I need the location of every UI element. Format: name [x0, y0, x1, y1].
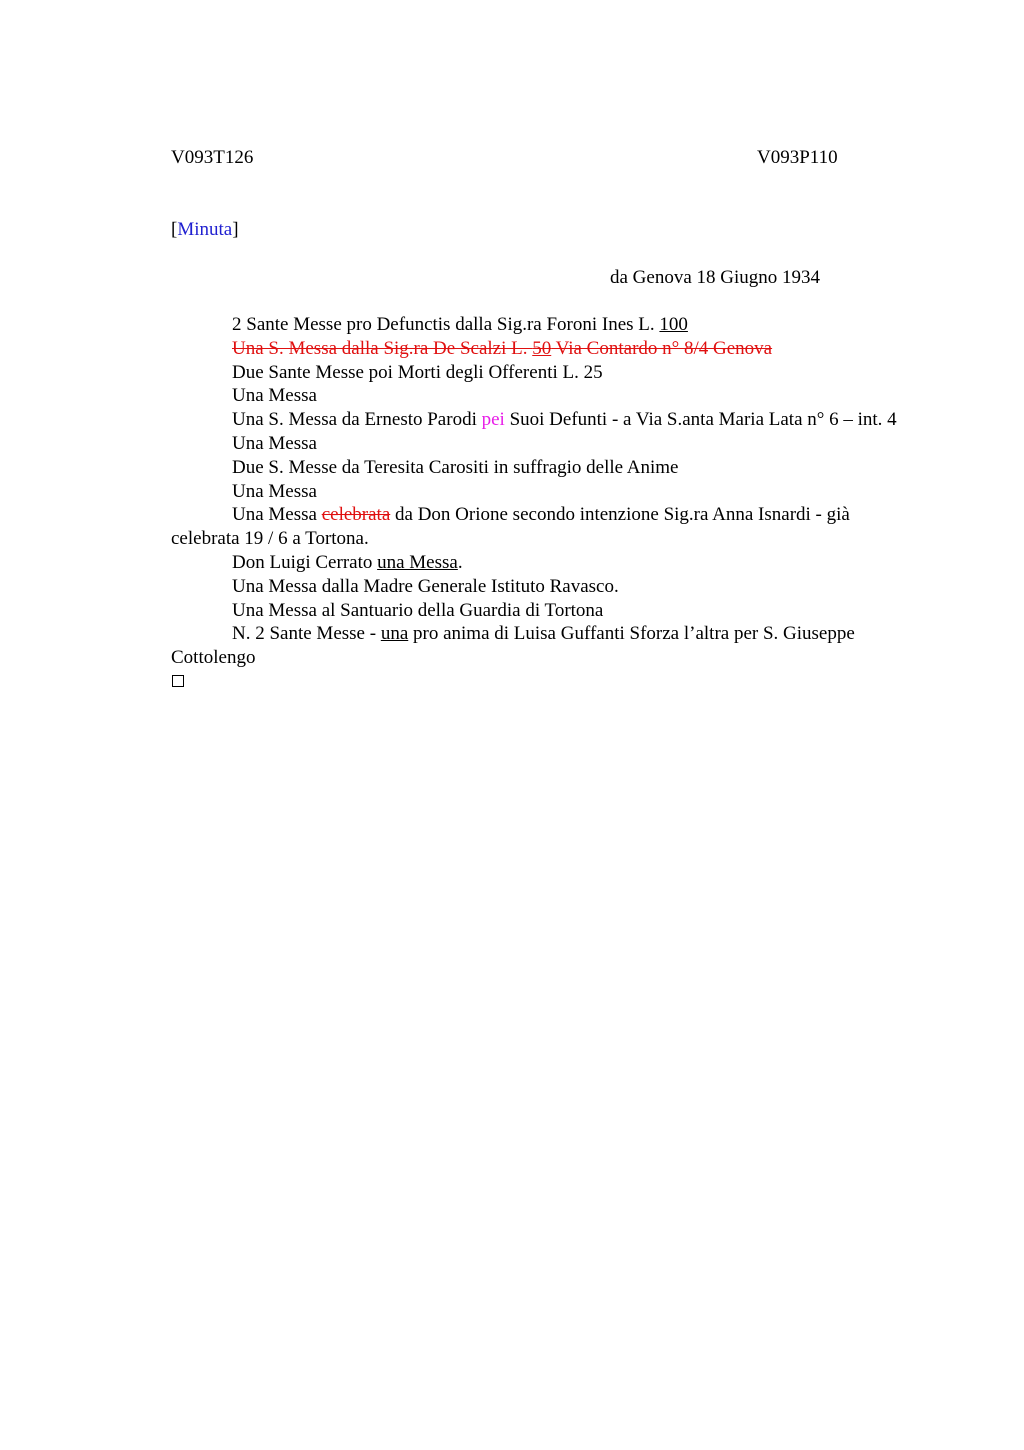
- list-item: Una Messa: [232, 480, 317, 502]
- list-item: [171, 408, 911, 432]
- list-item: [171, 622, 911, 670]
- list-item: Una Messa: [232, 385, 317, 407]
- list-item: [171, 313, 911, 337]
- list-item-deleted: [171, 337, 911, 361]
- list-item: Due Sante Messe poi Morti degli Offerenti L. 25: [232, 361, 603, 383]
- entry-text: Suoi Defunti - a Via S.anta Maria Lata n° 6 – int. 4: [504, 409, 897, 431]
- list-item: Due S. Messe da Teresita Carositi in suffragio delle Anime: [232, 456, 679, 478]
- minuta-tag: [171, 218, 239, 242]
- entry-text: .: [457, 551, 463, 573]
- document-code-left: V093T126: [171, 147, 254, 168]
- entry-text: 2 Sante Messe pro Defunctis dalla Sig.ra Foroni Ines L.: [232, 314, 660, 335]
- entry-text: pro anima di Luisa Guffanti Sforza l’altra per S. Giuseppe Cottolengo: [171, 623, 855, 669]
- deleted-underlined-amount: 50: [532, 337, 552, 359]
- document-code-right: V093P110: [757, 147, 838, 168]
- entry-text: Don Luigi Cerrato: [232, 551, 378, 573]
- minuta-label: Minuta: [177, 219, 233, 240]
- entry-text: Una S. Messa da Ernesto Parodi: [232, 409, 482, 431]
- deleted-text: Via Contardo n° 8/4 Genova: [551, 337, 773, 359]
- deleted-word: celebrata: [321, 504, 391, 526]
- list-item: Una Messa: [232, 432, 317, 454]
- list-item: [171, 551, 911, 575]
- list-item: Una Messa al Santuario della Guardia di Tortona: [232, 599, 604, 621]
- date-line: da Genova 18 Giugno 1934: [610, 267, 821, 288]
- deleted-text: Una S. Messa dalla Sig.ra De Scalzi L.: [232, 337, 533, 359]
- list-item: [171, 503, 911, 551]
- underlined-text: una Messa: [377, 551, 458, 573]
- underlined-amount: 100: [659, 314, 688, 335]
- bracket-close: ]: [232, 219, 239, 240]
- list-item: Una Messa dalla Madre Generale Istituto Ravasco.: [232, 575, 619, 597]
- mass-list: [171, 313, 911, 694]
- checkbox-empty-icon: [171, 670, 911, 694]
- highlighted-word: pei: [481, 409, 505, 431]
- entry-text: da Don Orione secondo intenzione Sig.ra Anna Isnardi - già celebrata 19 / 6 a Tortona.: [171, 504, 850, 550]
- entry-text: Una Messa: [232, 504, 322, 526]
- underlined-text: una: [380, 623, 409, 645]
- bracket-open: [: [171, 219, 178, 240]
- entry-text: N. 2 Sante Messe -: [232, 623, 381, 645]
